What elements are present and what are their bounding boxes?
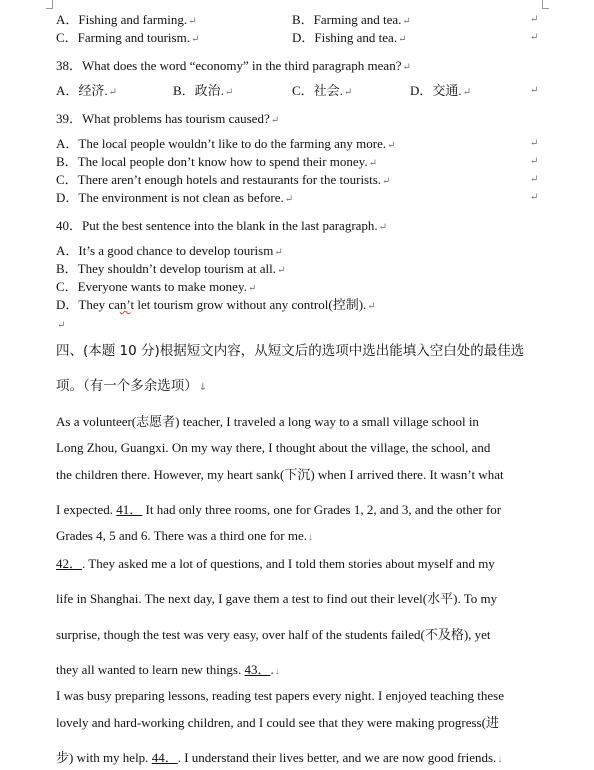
q39-option-a: A．The local people wouldn’t like to do the farming any more.↵ [56,136,396,151]
q40-question: 40．Put the best sentence into the blank in the last paragraph.↵ [56,218,388,233]
q37-option-a: A．Fishing and farming.↵ [56,12,197,27]
passage-line: surprise, though the test was very easy, over half of the students failed(不及格), yet [56,627,491,642]
blank-41: 41． [116,502,143,517]
q39-option-b: B．The local people don’t know how to spend their money.↵ [56,154,377,169]
q37-option-c: C．Farming and tourism.↵ [56,30,200,45]
passage-line: life in Shanghai. The next day, I gave them a test to find out their level(水平). To my [56,591,498,606]
blank-42: 42． [56,556,83,571]
paragraph-mark-icon: ↵ [530,32,539,43]
section-4-heading-cont: 项。（有一个多余选项）↓ [56,378,208,394]
empty-paragraph: ↵ [57,320,66,331]
paragraph-mark-icon: ↵ [530,192,539,203]
q39-option-d: D．The environment is not clean as before.↵ [56,190,294,205]
passage-line: they all wanted to learn new things. 43．.↓ [56,662,280,677]
page-corner-mark-left [46,0,53,9]
passage-line: I expected. 41． It had only three rooms, one for Grades 1, 2, and 3, and the other for [56,502,502,517]
q37-option-b: B．Farming and tea.↵ [292,12,411,27]
q38-option-a: A．经济.↵ [56,83,118,98]
paragraph-mark-icon: ↵ [530,174,539,185]
passage-line: I was busy preparing lessons, reading test papers every night. I enjoyed teaching these [56,688,505,703]
q39-option-c: C．There aren’t enough hotels and restaurants for the tourists.↵ [56,172,391,187]
q40-option-d: D．They can’t let tourism grow without any control(控制).↵ [56,297,376,312]
q38-option-d: D．交通.↵ [410,83,472,98]
paragraph-mark-icon: ↵ [530,138,539,149]
paragraph-mark-icon: ↵ [530,14,539,25]
paragraph-mark-icon: ↵ [530,85,539,96]
passage-line: Long Zhou, Guangxi. On my way there, I thought about the village, the school, and [56,440,491,455]
q40-option-a: A．It’s a good chance to develop tourism↵ [56,243,283,258]
page-corner-mark-right [542,0,549,9]
passage-line: 42．. They asked me a lot of questions, and I told them stories about myself and my [56,556,495,571]
q40-option-b: B．They shouldn’t develop tourism at all.↵ [56,261,286,276]
blank-44: 44． [151,750,178,765]
blank-43: 43． [244,662,271,677]
q37-option-d: D．Fishing and tea.↵ [292,30,407,45]
passage-line: lovely and hard-working children, and I could see that they were making progress(进 [56,715,499,730]
q38-option-c: C．社会.↵ [292,83,353,98]
q38-question: 38．What does the word “economy” in the third paragraph mean?↵ [56,58,411,73]
passage-line: the children there. However, my heart sank(下沉) when I arrived there. It wasn’t what [56,467,504,482]
q39-question: 39．What problems has tourism caused?↵ [56,111,280,126]
passage-line: Grades 4, 5 and 6. There was a third one for me.↓ [56,528,314,543]
paragraph-mark-icon: ↵ [530,156,539,167]
section-4-heading: 四、(本题 10 分)根据短文内容，从短文后的选项中选出能填入空白处的最佳选 [56,343,525,359]
q38-option-b: B．政治.↵ [173,83,234,98]
q40-option-c: C．Everyone wants to make money.↵ [56,279,257,294]
passage-line: 步) with my help. 44．. I understand their lives better, and we are now good friends.↓ [56,750,503,765]
passage-line: As a volunteer(志愿者) teacher, I traveled a long way to a small village school in [56,414,479,429]
